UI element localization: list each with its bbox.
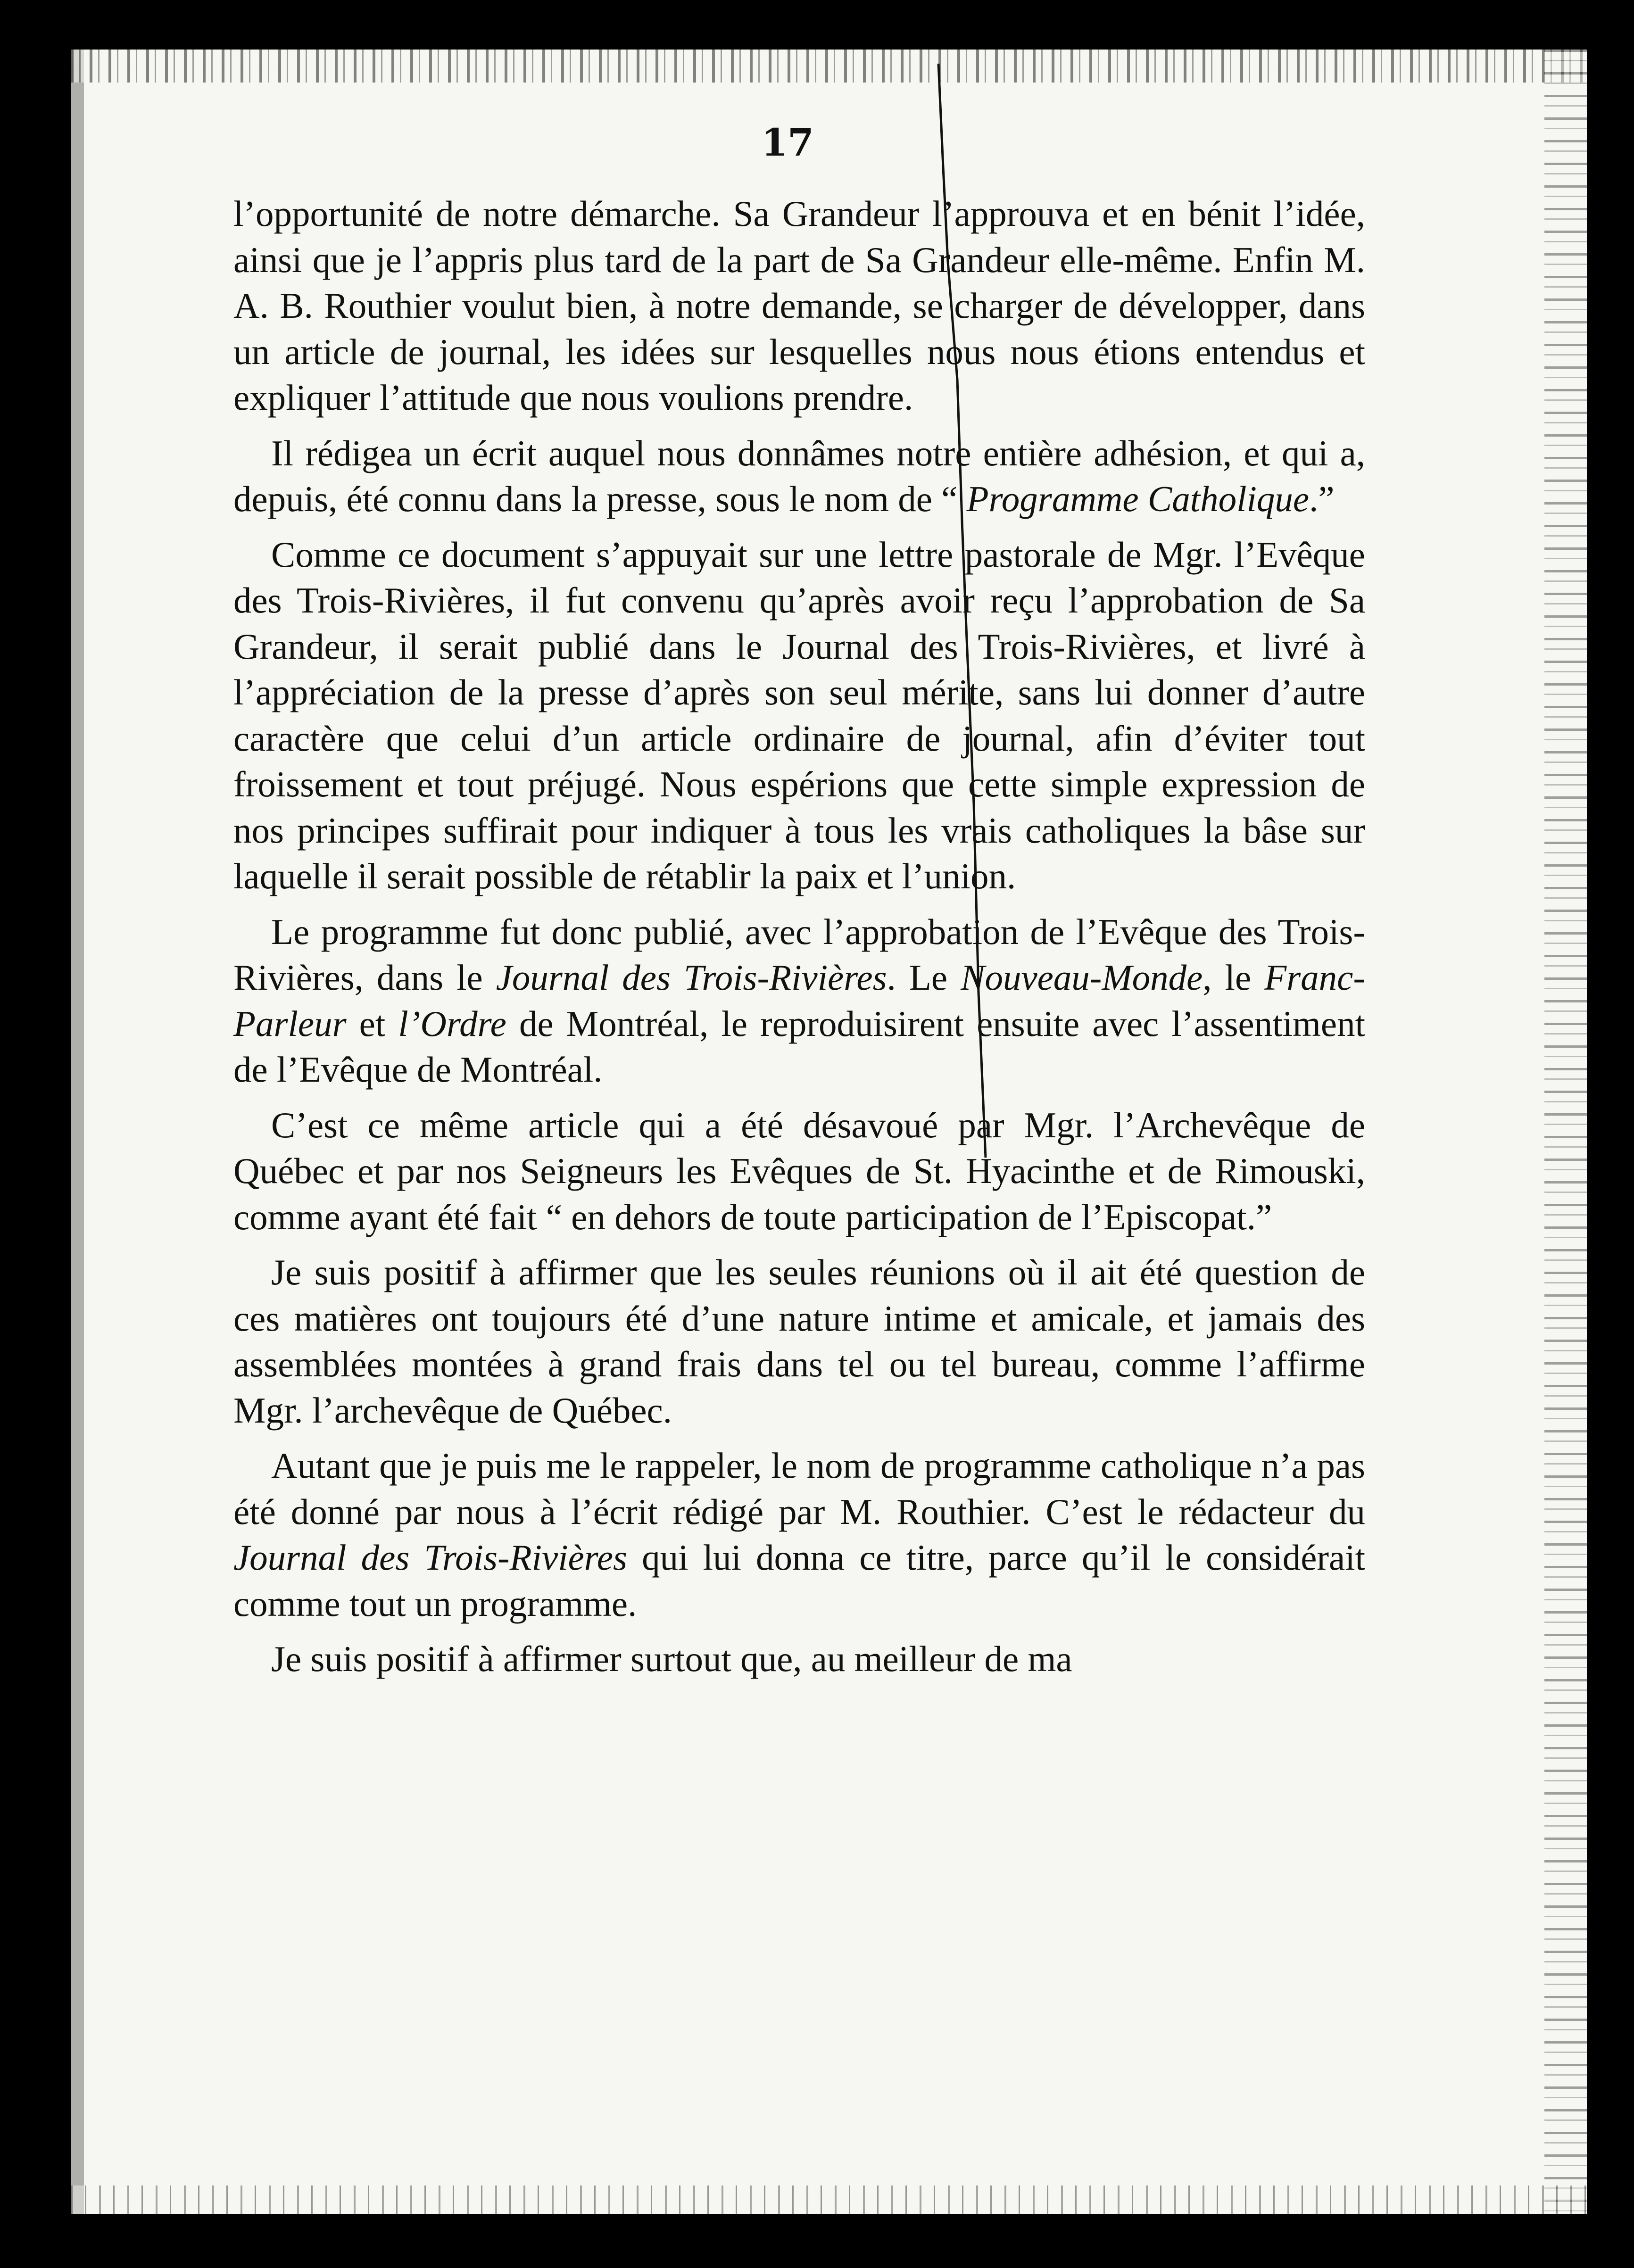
text-run: et — [346, 1003, 398, 1044]
scan-edge-left — [71, 50, 84, 2214]
text-run: Il rédigea un écrit auquel nous donnâmes notre entière adhésion, et qui a, depuis, été connu dans la presse, sous le nom de “ — [233, 432, 1365, 519]
italic-title-text: Journal des Trois-Rivières — [233, 1537, 628, 1578]
paragraph — [233, 430, 1365, 522]
italic-title-text: Programme Catholique — [966, 479, 1310, 519]
scan-edge-right — [1544, 50, 1587, 2214]
text-run: Je suis positif à affirmer que les seules réunions où il ait été question de ces matières ont toujours été d’une nature intime et amicale, et jamais des assemblées montées à grand frais dans tel ou tel bureau, comme l’affirme Mgr. l’archevêque de Québec. — [233, 1252, 1365, 1431]
paragraph — [233, 1250, 1365, 1433]
text-run: de Montréal, le reproduisirent ensuite avec l’assentiment de l’Evêque de Montréal. — [233, 1003, 1365, 1090]
paragraph — [233, 1636, 1365, 1682]
scanned-page — [71, 50, 1587, 2214]
paragraph — [233, 1102, 1365, 1241]
text-run: C’est ce même article qui a été désavoué par Mgr. l’Archevêque de Québec et par nos Seigneurs les Evêques de St. Hyacinthe et de Rimouski, comme ayant été fait “ en dehors de toute participation de l’Episcopat.” — [233, 1104, 1365, 1237]
italic-title-text: l’Ordre — [398, 1003, 506, 1044]
text-run: .” — [1309, 479, 1335, 519]
italic-title-text: Nouveau-Monde — [961, 957, 1203, 998]
italic-title-text: Journal des Trois-Rivières — [496, 957, 887, 998]
text-run: , le — [1203, 957, 1265, 998]
page-number: 17 — [761, 120, 814, 165]
body-text — [233, 191, 1365, 1692]
paragraph — [233, 532, 1365, 900]
text-run: qui lui donna ce titre, parce qu’il le considérait comme tout un programme. — [233, 1537, 1365, 1624]
text-run: Je suis positif à affirmer surtout que, au meilleur de ma — [271, 1639, 1072, 1679]
paragraph — [233, 909, 1365, 1093]
scan-edge-bottom — [71, 2185, 1587, 2214]
paragraph — [233, 191, 1365, 421]
text-run: . Le — [887, 957, 961, 998]
paragraph — [233, 1443, 1365, 1627]
text-run: Le programme fut donc publié, avec l’approbation de l’Evêque des Trois-Rivières, dans le — [233, 911, 1365, 998]
text-run: Comme ce document s’appuyait sur une lettre pastorale de Mgr. l’Evêque des Trois-Rivières, il fut convenu qu’après avoir reçu l’approbation de Sa Grandeur, il serait publié dans le Journal des Trois-Rivières, et livré à l’appréciation de la presse d’après son seul mérite, sans lui donner d’autre caractère que celui d’un article ordinaire de journal, afin d’éviter tout froissement et tout préjugé. Nous espérions que cette simple expression de nos principes suffirait pour indiquer à tous les vrais catholiques la bâse sur laquelle il serait possible de rétablir la paix et l’union. — [233, 534, 1365, 896]
text-run: Autant que je puis me le rappeler, le nom de programme catholique n’a pas été donné par nous à l’écrit rédigé par M. Routhier. C’est le rédacteur du — [233, 1445, 1365, 1532]
text-run: l’opportunité de notre démarche. Sa Grandeur l’approuva et en bénit l’idée, ainsi que je l’appris plus tard de la part de Sa Grandeur elle-même. Enfin M. A. B. Routhier voulut bien, à notre demande, se charger de développer, dans un article de journal, les idées sur lesquelles nous nous étions entendus et expliquer l’attitude que nous voulions prendre. — [233, 193, 1365, 418]
italic-title-text: Franc-Parleur — [233, 957, 1365, 1044]
scan-edge-top — [71, 50, 1587, 83]
